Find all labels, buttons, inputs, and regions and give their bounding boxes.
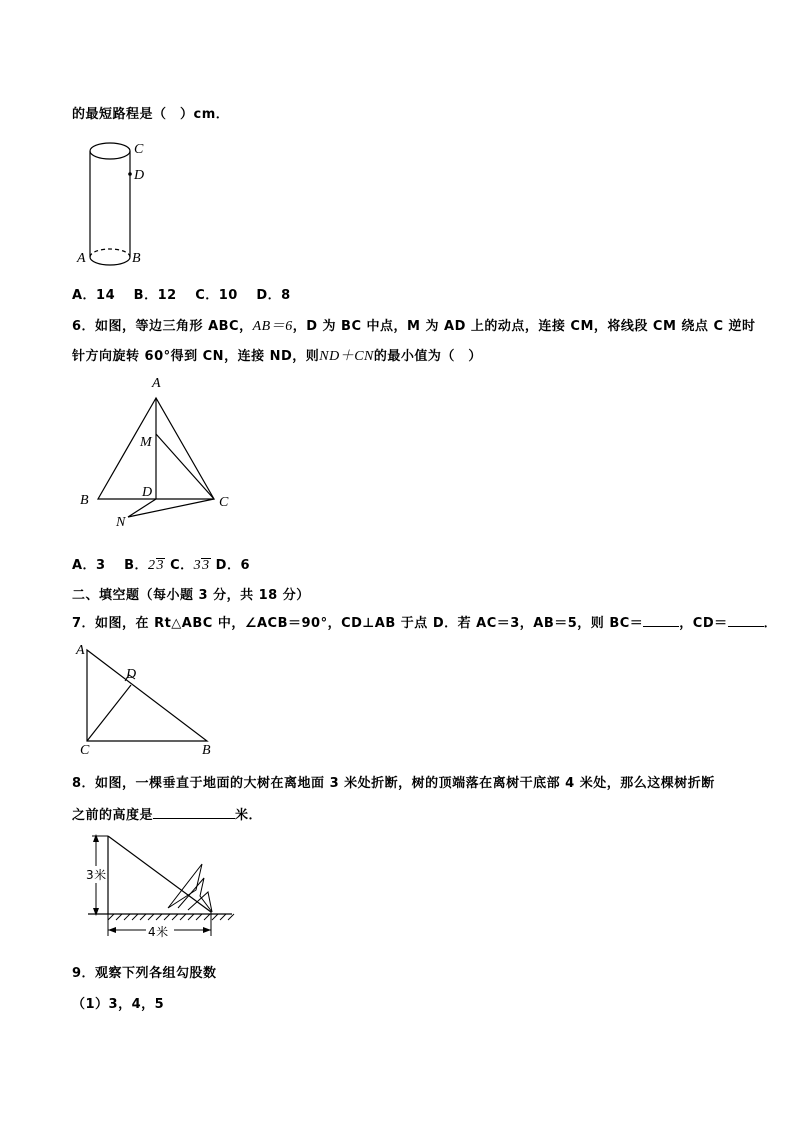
q6-line2: 针方向旋转 60°得到 CN，连接 ND，则ND＋CN的最小值为（ ） [72,349,482,364]
label-c: C [219,495,229,510]
label-b: B [202,743,211,758]
label-a: A [152,376,161,391]
label-n: N [116,515,126,530]
q7-question: 7．如图，在 Rt△ABC 中，∠ACB＝90°，CD⊥AB 于点 D．若 AC＝3，AB＝5，则 BC＝ ，CD＝ ． [72,616,778,631]
q8-line1: 8．如图，一棵垂直于地面的大树在离地面 3 米处折断，树的顶端落在离树干底部 4 米处，那么这棵树折断 [72,776,715,791]
label-d: D [126,667,137,682]
right-triangle-figure [74,640,224,758]
q6-line1: 6．如图，等边三角形 ABC，AB＝6，D 为 BC 中点，M 为 AD 上的动点，连接 CM，将线段 CM 绕点 C 逆时 [72,319,756,334]
label-b: B [132,251,141,266]
q8-line2: 之前的高度是 米． [72,808,263,823]
label-a: A [76,643,85,658]
width-label: 4米 [148,925,169,939]
q6-options: A．3 B．23 C．33 D．6 [72,558,250,573]
q9-title: 9．观察下列各组勾股数 [72,966,217,981]
q5-options: A．14 B．12 C．10 D．8 [72,288,291,303]
section-title: 二、填空题（每小题 3 分，共 18 分） [72,588,310,603]
cylinder-figure [76,138,156,268]
label-a: A [77,251,86,266]
height-label: 3米 [86,868,107,882]
label-d: D [142,485,153,500]
q9-item-1: （1）3，4，5 [72,997,165,1012]
label-c: C [134,142,144,157]
label-b: B [80,493,89,508]
label-c: C [80,743,90,758]
q5-question-line: 的最短路程是（ ）cm． [72,107,230,122]
label-m: M [140,435,152,450]
equilateral-triangle-figure [78,374,238,529]
label-d: D [134,168,145,183]
